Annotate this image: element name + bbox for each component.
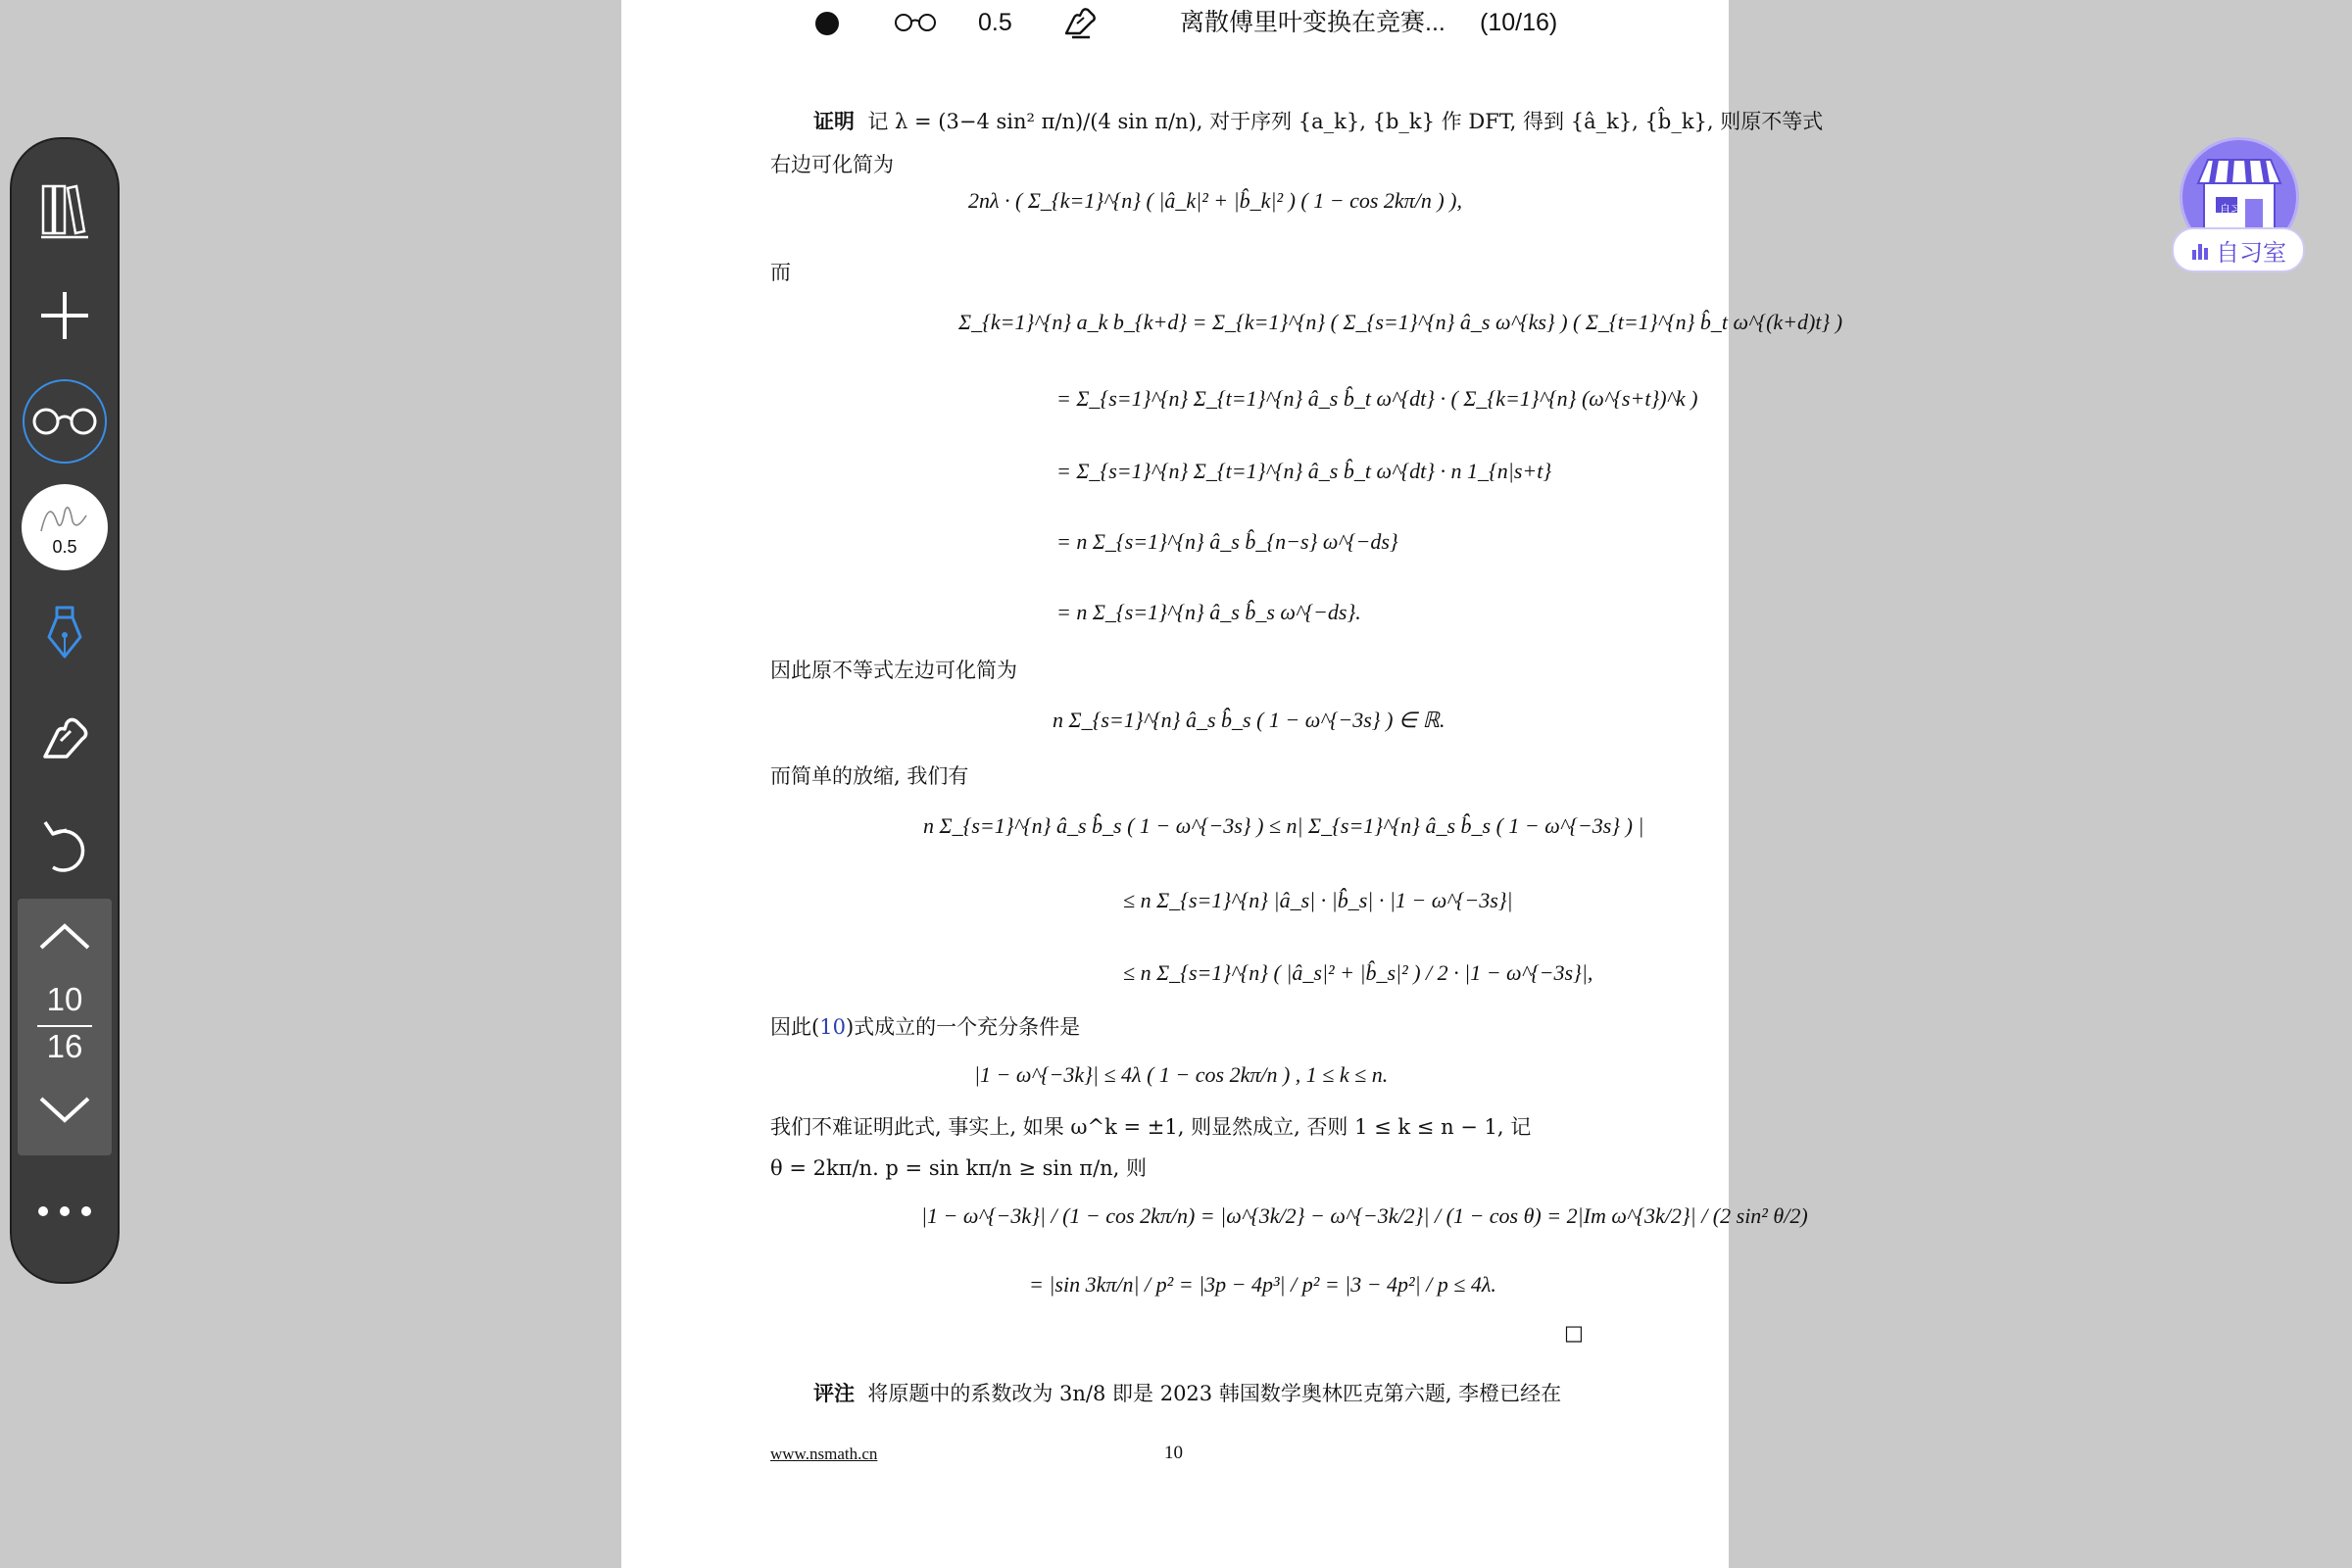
suff-suffix: )式成立的一个充分条件是 [845,1015,1081,1039]
proof-text-1: 记 λ = (3−4 sin² π/n)/(4 sin π/n), 对于序列 {a_k}, {b_k} 作 DFT, 得到 {â_k}, {b̂_k}, 则原不等式 [867,110,1824,133]
bar-chart-icon [2190,240,2210,260]
store-icon [2194,154,2284,234]
more-button[interactable] [12,1172,118,1250]
equation-line-3: = Σ_{s=1}^{n} Σ_{t=1}^{n} â_s b̂_t ω^{dt} · n 1_{n|s+t} [1056,459,1552,483]
proof-line-3: 我们不难证明此式, 事实上, 如果 ω^k = ±1, 则显然成立, 否则 1 ≤ k ≤ n − 1, 记 [770,1115,1532,1139]
inequality-line-1: n Σ_{s=1}^{n} â_s b̂̂_s ( 1 − ω^{−3s} ) ≤ n| Σ_{s=1}^{n} â_s b̂̂_s ( 1 − ω^{−3s} ) | [923,813,1644,838]
left-simplify-text: 因此原不等式左边可化简为 [770,659,1017,682]
simple-scale-text: 而简单的放缩, 我们有 [770,764,969,788]
current-page-number[interactable]: 10 [46,981,83,1017]
pen-nib-icon [45,604,84,662]
glasses-icon [30,406,99,437]
proof-label: 证明 [813,110,855,133]
undo-icon [39,816,90,873]
pen-size-label: 0.5 [52,537,77,557]
pen-tool-button[interactable] [12,594,118,672]
remark-text: 将原题中的系数改为 3n/8 即是 2023 韩国数学奥林匹克第六题, 李橙已经在 [867,1382,1562,1405]
study-room-label-pill [2172,227,2305,272]
document-content [621,0,1843,1568]
pen-size-value[interactable]: 0.5 [978,9,1012,36]
fraction-line-1: |1 − ω^{−3k}| / (1 − cos 2kπ/n) = |ω^{3k/2} − ω^{−3k/2}| / (1 − cos θ) = 2|Im ω^{3k/2}| / (2 sin² θ/2) [921,1203,1808,1228]
equation-reference-link[interactable]: 10 [819,1015,846,1039]
study-room-label: 自习室 [2216,238,2286,267]
equation-line-5: = n Σ_{s=1}^{n} â_s b̂̂_s ω^{−ds}. [1056,600,1361,624]
eraser-tool-button[interactable] [12,700,118,778]
equation-left-side: n Σ_{s=1}^{n} â_s b̂̂_s ( 1 − ω^{−3s} ) ∈ ℝ. [1053,708,1446,732]
document-page [621,0,1843,1568]
books-icon [37,180,92,239]
proof-line-2: 右边可化简为 [770,153,894,176]
page-indicator: (10/16) [1480,9,1558,36]
remark-label: 评注 [813,1382,855,1405]
next-page-button[interactable] [18,1085,112,1134]
proof-line-theta: θ = 2kπ/n. p = sin kπ/n ≥ sin π/n, 则 [770,1156,1148,1180]
chevron-up-icon [37,922,92,952]
study-room-button[interactable] [2172,137,2305,274]
signature-icon [35,492,94,537]
plus-icon [39,290,90,341]
hand-eraser-icon [37,711,92,766]
proof-line-1 [813,108,1823,135]
equation-line-1: Σ_{k=1}^{n} a_k b_{k+d} = Σ_{k=1}^{n} ( Σ_{s=1}^{n} â_s ω^{ks} ) ( Σ_{t=1}^{n} b̂_t ω^{(k+d)t} ) [958,310,1843,334]
footer-page-number: 10 [1164,1443,1183,1463]
add-button[interactable] [12,276,118,355]
remark-line [813,1380,1561,1407]
equation-line-4: = n Σ_{s=1}^{n} â_s b̂_{n−s} ω^{−ds} [1056,529,1398,554]
study-room-mini-label: 自习 [2220,203,2241,216]
inequality-line-2: ≤ n Σ_{s=1}^{n} |â_s| · |b̂̂_s| · |1 − ω^{−3s}| [1123,888,1513,912]
suff-prefix: 因此( [770,1015,820,1039]
total-pages-number: 16 [46,1028,83,1064]
page-divider [37,1025,92,1027]
annotation-toolbar [10,137,120,1284]
fraction-line-2: = |sin 3kπ/n| / p² = |3p − 4p³| / p² = |3 − 4p²| / p ≤ 4λ. [1029,1272,1496,1297]
inequality-line-3: ≤ n Σ_{s=1}^{n} ( |â_s|² + |b̂_s|² ) / 2 · |1 − ω^{−3s}|, [1123,960,1593,985]
equation-line-2: = Σ_{s=1}^{n} Σ_{t=1}^{n} â_s b̂_t ω^{dt} · ( Σ_{k=1}^{n} (ω^{s+t})^k ) [1056,386,1698,411]
pen-size-button[interactable] [12,488,118,566]
footer-url[interactable]: www.nsmath.cn [770,1445,878,1463]
document-title[interactable]: 离散傅里叶变换在竞赛... [1180,9,1446,36]
condition-equation: |1 − ω^{−3k}| ≤ 4λ ( 1 − cos 2kπ/n ) , 1 ≤ k ≤ n. [974,1062,1389,1087]
more-dots-icon [35,1205,94,1217]
chevron-down-icon [37,1095,92,1124]
library-button[interactable] [12,171,118,249]
reading-mode-button[interactable] [12,382,118,461]
equation-right-side: 2nλ · ( Σ_{k=1}^{n} ( |â_k|² + |b̂_k|² ) ( 1 − cos 2kπ/n ) ), [968,188,1462,213]
undo-button[interactable] [12,806,118,884]
and-word: 而 [770,261,791,284]
qed-symbol: □ [1564,1321,1584,1345]
sufficient-condition-text [770,1013,1080,1041]
page-navigator [18,899,112,1155]
previous-page-button[interactable] [18,912,112,961]
